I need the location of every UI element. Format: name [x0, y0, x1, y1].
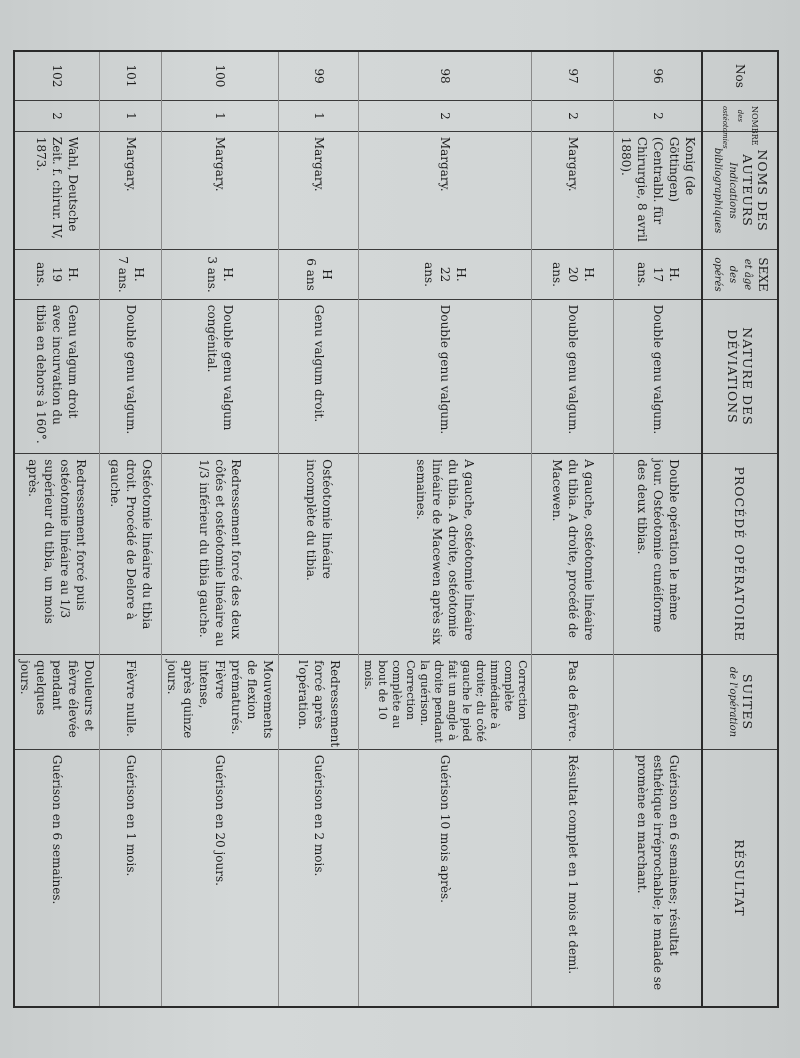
osteotomy-count: 1 — [162, 100, 279, 131]
table-header-row — [702, 51, 778, 1007]
header-auteurs: NOMS DES AUTEURS Indications bibliographiques — [702, 131, 778, 249]
deviation-nature: Double genu valgum. — [614, 299, 702, 454]
sex-age: H. 20 ans. — [532, 250, 614, 299]
deviation-nature: Double genu valgum congénital. — [162, 299, 279, 454]
header-sexe: SEXE et âge des opérés — [702, 250, 778, 299]
result: Guérison 10 mois après. — [359, 749, 532, 1007]
operative-procedure: A gauche, ostéotomie linéaire du tibia. A droite, procédé de Macewen. — [532, 454, 614, 655]
post-op-course: Mouvements de flexion prématurés. Fièvre intense, après quinze jours. — [162, 655, 279, 750]
author: Wahl, Deutsche Zeit. f. chirur. IV, 1873. — [14, 131, 100, 249]
deviation-nature: Double genu valgum. — [100, 299, 162, 454]
sex-age: H. 22 ans. — [359, 250, 532, 299]
row-number: 99 — [279, 51, 359, 100]
operative-procedure: Ostéotomie linéaire du tibia droit. Procédé de Delore à gauche. — [100, 454, 162, 655]
result: Guérison en 6 semaines. — [14, 749, 100, 1007]
deviation-nature: Genu valgum droit. — [279, 299, 359, 454]
osteotomy-table — [13, 50, 779, 1008]
table-row — [100, 51, 162, 1007]
author: Margary. — [359, 131, 532, 249]
deviation-nature: Genu valgum droit avec incurvation du tibia en dehors à 160°. — [14, 299, 100, 454]
post-op-course: Correction complète immédiate à droite; du côté gauche le pied fait un angle à droite pendant la guérison. Correction complète au bout de 10 mois. — [359, 655, 532, 750]
table-row — [614, 51, 702, 1007]
row-number: 101 — [100, 51, 162, 100]
osteotomy-count: 2 — [359, 100, 532, 131]
osteotomy-count: 2 — [614, 100, 702, 131]
author: Konig (de Göttingen) (Centralbl. für Chirurgie, 8 avril 1880). — [614, 131, 702, 249]
deviation-nature: Double genu valgum. — [532, 299, 614, 454]
post-op-course: Redressement forcé après l'opération. — [279, 655, 359, 750]
row-number: 98 — [359, 51, 532, 100]
row-number: 100 — [162, 51, 279, 100]
table-row — [532, 51, 614, 1007]
osteotomy-count: 2 — [14, 100, 100, 131]
table-row — [359, 51, 532, 1007]
table-row — [162, 51, 279, 1007]
result: Guérison en 20 jours. — [162, 749, 279, 1007]
result: Guérison en 1 mois. — [100, 749, 162, 1007]
header-no: Nos — [702, 51, 778, 100]
result: Résultat complet en 1 mois et demi. — [532, 749, 614, 1007]
operative-procedure: Redressement forcé des deux côtés et ostéotomie linéaire au 1/3 inférieur du tibia gauche. — [162, 454, 279, 655]
osteotomy-count: 1 — [100, 100, 162, 131]
operative-procedure: Redressement forcé puis ostéotomie linéaire au 1/3 supérieur du tibia, un mois après. — [14, 454, 100, 655]
header-nature: NATURE DES DÉVIATIONS — [702, 299, 778, 454]
author: Margary. — [532, 131, 614, 249]
row-number: 97 — [532, 51, 614, 100]
table-row — [14, 51, 100, 1007]
deviation-nature: Double genu valgum. — [359, 299, 532, 454]
header-nombre: NOMBRE des ostéotomies — [702, 100, 778, 131]
post-op-course — [614, 655, 702, 750]
result: Guérison en 2 mois. — [279, 749, 359, 1007]
author: Margary. — [162, 131, 279, 249]
post-op-course: Pas de fièvre. — [532, 655, 614, 750]
rotated-table-page — [19, 50, 779, 1008]
row-number: 96 — [614, 51, 702, 100]
table-row — [279, 51, 359, 1007]
post-op-course: Fièvre nulle. — [100, 655, 162, 750]
sex-age: H 6 ans — [279, 250, 359, 299]
sex-age: H. 3 ans. — [162, 250, 279, 299]
sex-age: H. 7 ans. — [100, 250, 162, 299]
header-suites: SUITES de l'opération — [702, 655, 778, 750]
osteotomy-count: 2 — [532, 100, 614, 131]
author: Margary. — [100, 131, 162, 249]
author: Margary. — [279, 131, 359, 249]
osteotomy-count: 1 — [279, 100, 359, 131]
row-number: 102 — [14, 51, 100, 100]
post-op-course: Douleurs et fièvre élevée pendant quelques jours. — [14, 655, 100, 750]
sex-age: H. 17 ans. — [614, 250, 702, 299]
operative-procedure: A gauche, ostéotomie linéaire du tibia. A droite, ostéotomie linéaire de Macewen après six semaines. — [359, 454, 532, 655]
sex-age: H. 19 ans. — [14, 250, 100, 299]
operative-procedure: Double opération le même jour. Ostéotomie cunéiforme des deux tibias. — [614, 454, 702, 655]
header-procede: PROCÉDÉ OPÉRATOIRE — [702, 454, 778, 655]
result: Guérison en 6 semaines; résultat esthétique irréprochable; le malade se promène en marchant. — [614, 749, 702, 1007]
header-resultat: RÉSULTAT — [702, 749, 778, 1007]
operative-procedure: Ostéotomie linéaire incomplète du tibia. — [279, 454, 359, 655]
